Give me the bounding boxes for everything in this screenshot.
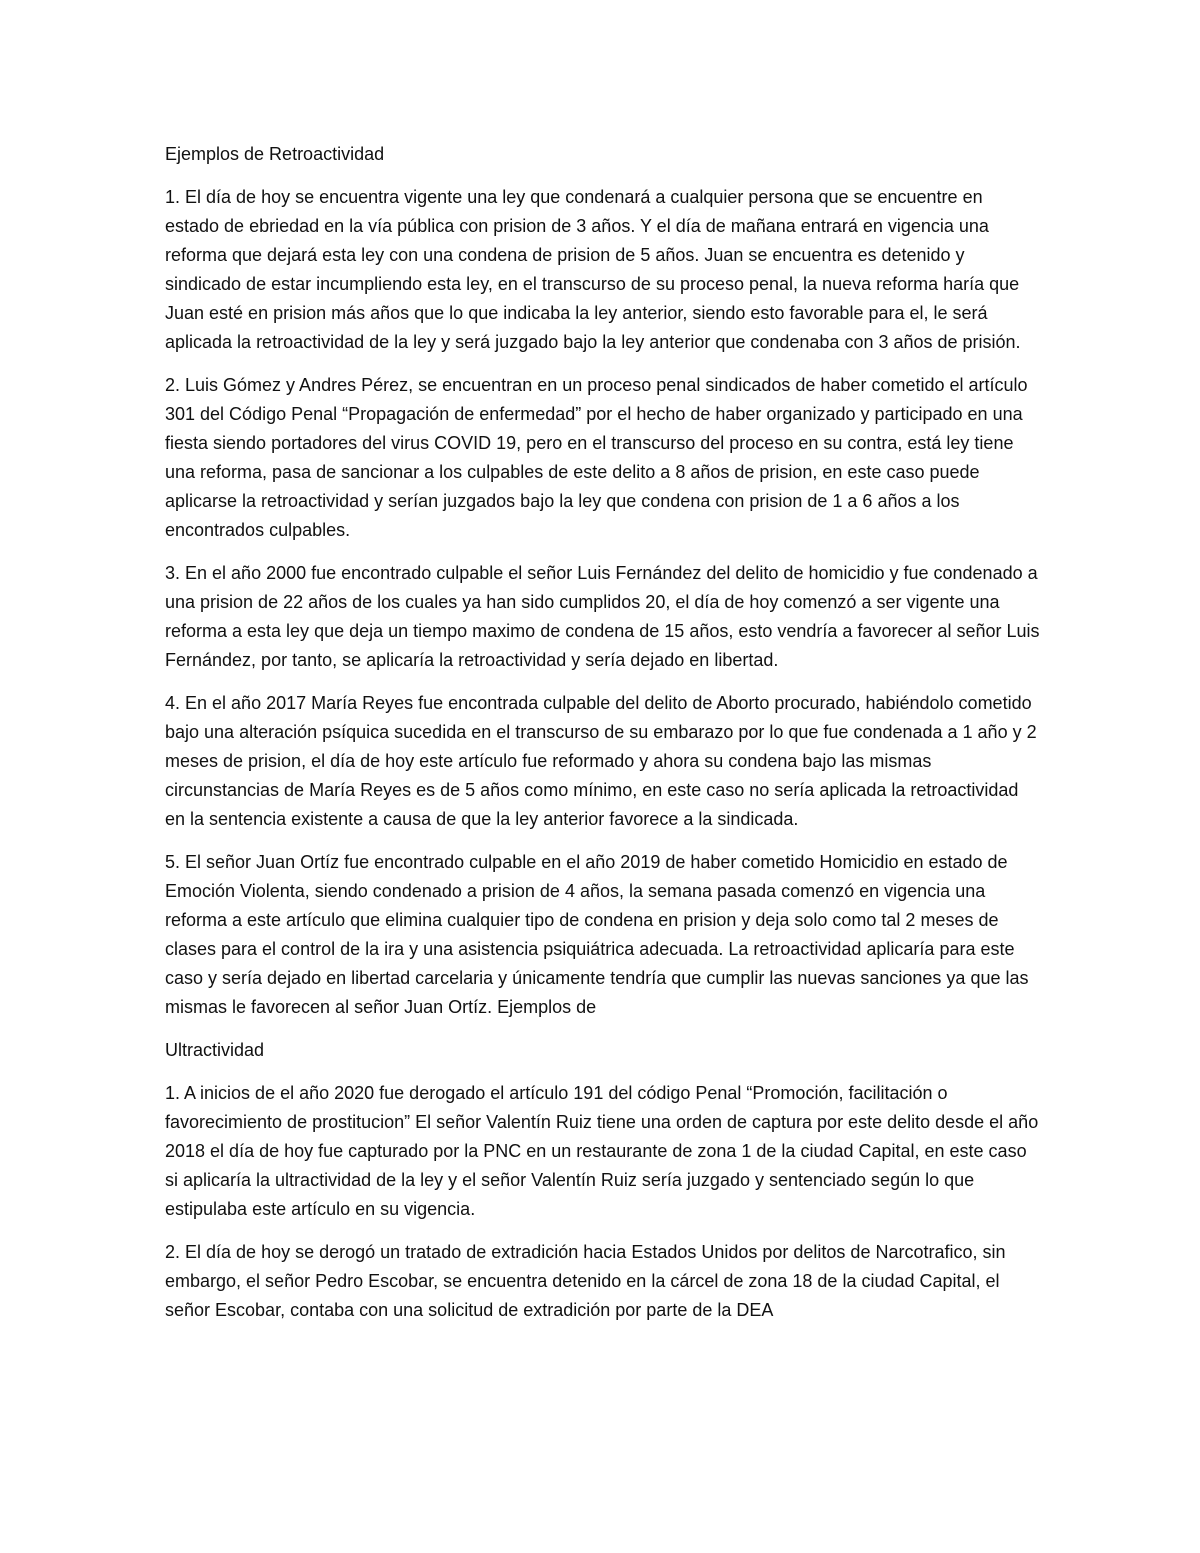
heading-retroactividad: Ejemplos de Retroactividad [165,144,385,164]
retro-example-5: 5. El señor Juan Ortíz fue encontrado culpable en el año 2019 de haber cometido Homicidio en estado de Emoción Violenta, siendo condenado a prision de 4 años, la semana pasada comenzó en vigencia una reforma a este artículo que elimina cualquier tipo de condena en prision y deja solo como tal 2 meses de clases para el control de la ira y una asistencia psiquiátrica adecuada. La retroactividad aplicaría para este caso y sería dejado en libertad carcelaria y únicamente tendría que cumplir las nuevas sanciones ya que las mismas le favorecen al señor Juan Ortíz. Ejemplos de [165,852,1029,1017]
ultra-example-2: 2. El día de hoy se derogó un tratado de extradición hacia Estados Unidos por delitos de Narcotrafico, sin embargo, el señor Pedro Escobar, se encuentra detenido en la cárcel de zona 18 de la ciudad Capital, el señor Escobar, contaba con una solicitud de extradición por parte de la DEA [165,1242,1006,1320]
retro-example-3: 3. En el año 2000 fue encontrado culpable el señor Luis Fernández del delito de homicidio y fue condenado a una prision de 22 años de los cuales ya han sido cumplidos 20, el día de hoy comenzó a ser vigente una reforma a esta ley que deja un tiempo maximo de condena de 15 años, esto vendría a favorecer al señor Luis Fernández, por tanto, se aplicaría la retroactividad y sería dejado en libertad. [165,563,1040,670]
retro-example-2: 2. Luis Gómez y Andres Pérez, se encuentran en un proceso penal sindicados de haber cometido el artículo 301 del Código Penal “Propagación de enfermedad” por el hecho de haber organizado y participado en una fiesta siendo portadores del virus COVID 19, pero en el transcurso del proceso en su contra, está ley tiene una reforma, pasa de sancionar a los culpables de este delito a 8 años de prision, en este caso puede aplicarse la retroactividad y serían juzgados bajo la ley que condena con prision de 1 a 6 años a los encontrados culpables. [165,375,1028,540]
retro-example-1: 1. El día de hoy se encuentra vigente una ley que condenará a cualquier persona que se encuentre en estado de ebriedad en la vía pública con prision de 3 años. Y el día de mañana entrará en vigencia una reforma que dejará esta ley con una condena de prision de 5 años. Juan se encuentra es detenido y sindicado de estar incumpliendo esta ley, en el transcurso de su proceso penal, la nueva reforma haría que Juan esté en prision más años que lo que indicaba la ley anterior, siendo esto favorable para el, le será aplicada la retroactividad de la ley y será juzgado bajo la ley anterior que condenaba con 3 años de prisión. [165,187,1021,352]
ultra-example-1: 1. A inicios de el año 2020 fue derogado el artículo 191 del código Penal “Promoción, facilitación o favorecimiento de prostitucion” El señor Valentín Ruiz tiene una orden de captura por este delito desde el año 2018 el día de hoy fue capturado por la PNC en un restaurante de zona 1 de la ciudad Capital, en este caso si aplicaría la ultractividad de la ley y el señor Valentín Ruiz sería juzgado y sentenciado según lo que estipulaba este artículo en su vigencia. [165,1083,1039,1219]
document-body [165,140,1041,1339]
retro-example-4: 4. En el año 2017 María Reyes fue encontrada culpable del delito de Aborto procurado, habiéndolo cometido bajo una alteración psíquica sucedida en el transcurso de su embarazo por lo que fue condenada a 1 año y 2 meses de prision, el día de hoy este artículo fue reformado y ahora su condena bajo las mismas circunstancias de María Reyes es de 5 años como mínimo, en este caso no sería aplicada la retroactividad en la sentencia existente a causa de que la ley anterior favorece a la sindicada. [165,693,1037,829]
heading-ultractividad: Ultractividad [165,1040,265,1060]
